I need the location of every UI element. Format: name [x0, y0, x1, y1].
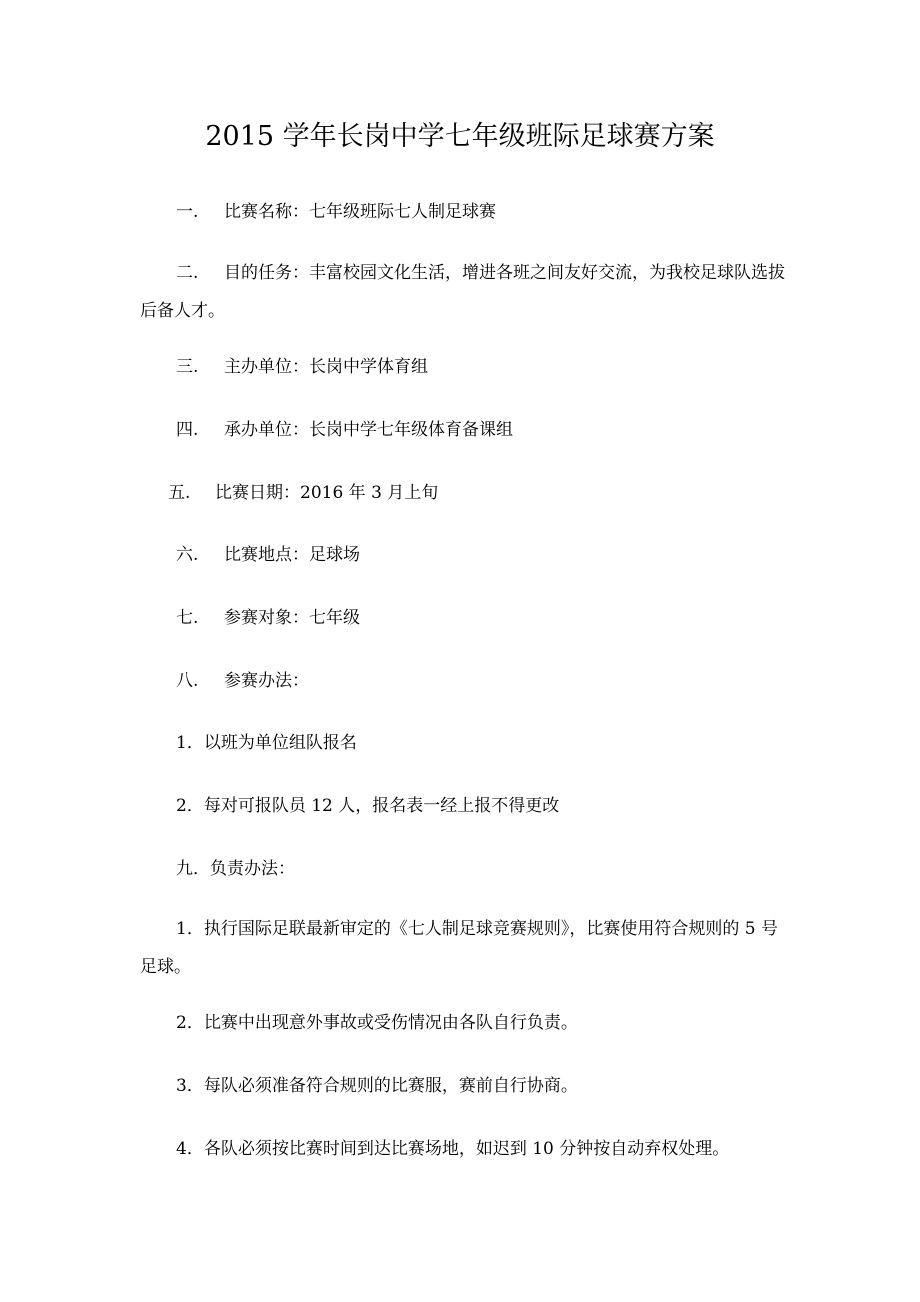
responsibility-heading: 九．负责办法： — [176, 859, 295, 879]
responsibility-item: 2．比赛中出现意外事故或受伤情况由各队自行负责。 — [176, 1013, 578, 1033]
responsibility-item: 1．执行国际足联最新审定的《七人制足球竞赛规则》，比赛使用符合规则的 5 号足球。 — [140, 919, 778, 977]
entry-item: 2．每对可报队员 12 人，报名表一经上报不得更改 — [176, 796, 560, 816]
section-text: 目的任务：丰富校园文化生活，增进各班之间友好交流，为我校足球队选拔后备人才。 — [140, 263, 785, 321]
section-text: 比赛地点：足球场 — [224, 545, 360, 565]
section-purpose — [140, 254, 785, 330]
document-title: 2015 学年长岗中学七年级班际足球赛方案 — [205, 121, 715, 152]
section-host — [176, 356, 428, 378]
section-venue — [176, 544, 360, 566]
section-organizer — [176, 419, 513, 441]
section-number: 三. — [176, 357, 199, 377]
entry-item: 1．以班为单位组队报名 — [176, 733, 357, 753]
responsibility-item: 4．各队必须按比赛时间到达比赛场地，如迟到 10 分钟按自动弃权处理。 — [176, 1139, 730, 1159]
section-entry-method — [176, 670, 309, 692]
section-participants — [176, 607, 360, 629]
section-text: 比赛名称：七年级班际七人制足球赛 — [224, 202, 496, 222]
section-name — [176, 201, 496, 223]
section-number: 六. — [176, 545, 199, 565]
section-number: 二. — [176, 263, 199, 283]
section-text: 主办单位：长岗中学体育组 — [224, 357, 428, 377]
section-text: 承办单位：长岗中学七年级体育备课组 — [224, 420, 513, 440]
responsibility-item: 3．每队必须准备符合规则的比赛服，赛前自行协商。 — [176, 1076, 578, 1096]
section-date — [168, 482, 438, 504]
section-number: 八. — [176, 671, 199, 691]
section-number: 五. — [168, 483, 191, 503]
section-text: 比赛日期：2016 年 3 月上旬 — [215, 483, 439, 503]
section-number: 四. — [176, 420, 199, 440]
section-text: 参赛对象：七年级 — [224, 608, 360, 628]
section-number: 七. — [176, 608, 199, 628]
section-number: 一. — [176, 202, 199, 222]
section-text: 参赛办法： — [224, 671, 309, 691]
